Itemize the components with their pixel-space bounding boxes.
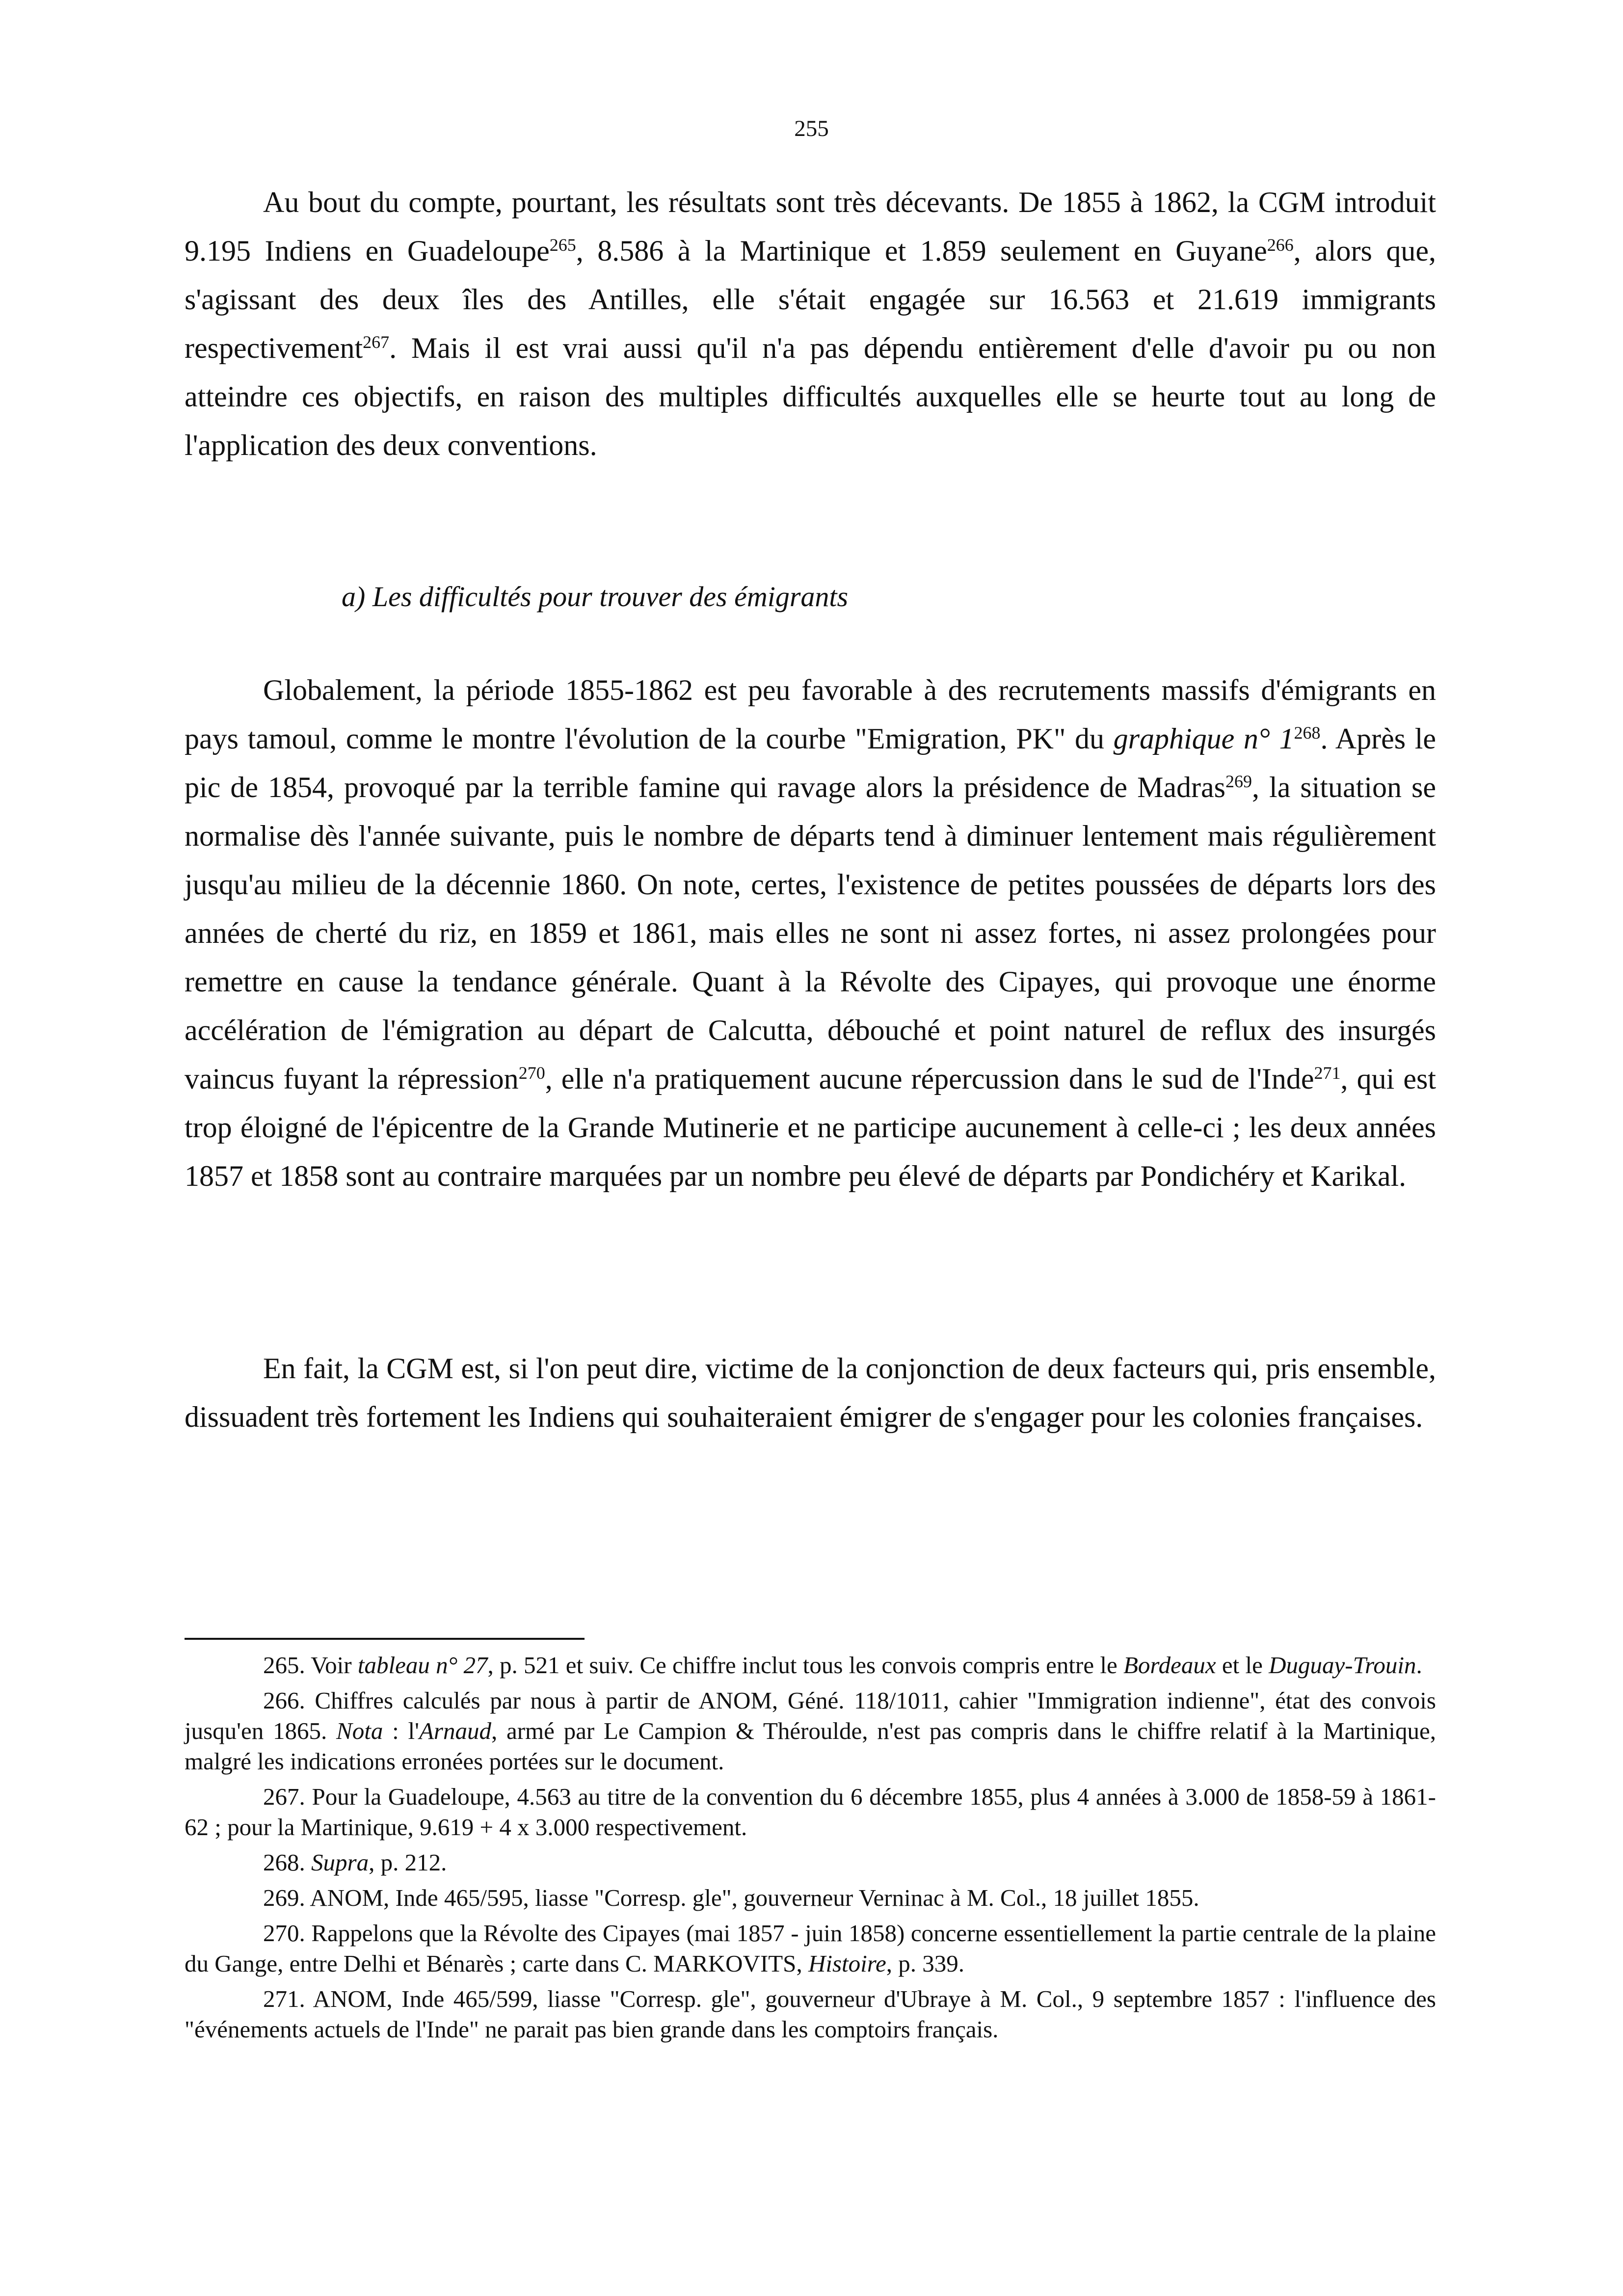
italic-ship-name: Duguay-Trouin (1269, 1652, 1416, 1679)
text-run: . (1416, 1652, 1422, 1679)
footnote-268 (185, 1847, 1436, 1878)
text-run: 270. Rappelons que la Révolte des Cipayes (mai 1857 - juin 1858) concerne essentiellement la partie centrale de la plaine du Gange, entre Delhi et Bénarès ; carte dans C. MARKOVITS, (185, 1920, 1436, 1977)
footnote-269: 269. ANOM, Inde 465/595, liasse "Corresp. gle", gouverneur Verninac à M. Col., 18 juillet 1855. (263, 1884, 1199, 1911)
text-run: Globalement, la période 1855-1862 est peu favorable à des recrutements massifs d'émigrants en pays tamoul, comme le montre l'évolution de la courbe "Emigration, PK" du (185, 674, 1436, 755)
italic-word: Nota (336, 1717, 383, 1744)
footnote-ref-267[interactable]: 267 (363, 332, 390, 352)
footnote-267: 267. Pour la Guadeloupe, 4.563 au titre de la convention du 6 décembre 1855, plus 4 années à 3.000 de 1858-59 à 1861-62 ; pour la Martinique, 9.619 + 4 x 3.000 respectivement. (185, 1783, 1436, 1841)
footnote-266 (185, 1685, 1436, 1777)
footnote-ref-271[interactable]: 271 (1314, 1063, 1341, 1083)
italic-word: Supra (311, 1849, 369, 1876)
text-run: . Mais il est vrai aussi qu'il n'a pas dépendu entièrement d'elle d'avoir pu ou non atteindre ces objectifs, en raison des multiples difficultés auxquelles elle se heurte tout au long de l'application des deux conventions. (185, 332, 1436, 461)
italic-reference: tableau n° 27 (357, 1652, 488, 1679)
footnote-ref-265[interactable]: 265 (549, 235, 576, 255)
italic-title: Histoire (808, 1950, 886, 1977)
section-heading: a) Les difficultés pour trouver des émigrants (342, 581, 849, 613)
footnote-ref-269[interactable]: 269 (1225, 772, 1252, 792)
text-run: , p. 339. (886, 1950, 964, 1977)
paragraph-1-text (185, 178, 1436, 470)
italic-ship-name: Bordeaux (1123, 1652, 1216, 1679)
page-number: 255 (794, 116, 829, 141)
text-run: et le (1216, 1652, 1269, 1679)
footnote-271: 271. ANOM, Inde 465/599, liasse "Corresp. gle", gouverneur d'Ubraye à M. Col., 9 septembre 1857 : l'influence des "événements actuels de l'Inde" ne parait pas bien grande dans les comptoirs français. (185, 1985, 1436, 2043)
text-run: Au bout du compte, pourtant, les résultats sont très décevants. De 1855 à 1862, la CGM introduit 9.195 Indiens en Guadeloupe (185, 186, 1436, 267)
paragraph-3-text: En fait, la CGM est, si l'on peut dire, victime de la conjonction de deux facteurs qui, pris ensemble, dissuadent très fortement les Indiens qui souhaiteraient émigrer de s'engager pour les colonies françaises. (185, 1352, 1436, 1433)
italic-ship-name: Arnaud (419, 1717, 491, 1744)
footnote-265 (185, 1650, 1436, 1681)
footnote-ref-266[interactable]: 266 (1267, 235, 1294, 255)
text-run: : l' (383, 1717, 419, 1744)
text-run: , la situation se normalise dès l'année suivante, puis le nombre de départs tend à diminuer lentement mais régulièrement jusqu'au milieu de la décennie 1860. On note, certes, l'existence de petites poussées de départs lors des années de cherté du riz, en 1859 et 1861, mais elles ne sont ni assez fortes, ni assez prolongées pour remettre en cause la tendance générale. Quant à la Révolte des Cipayes, qui provoque une énorme accélération de l'émigration au départ de Calcutta, débouché et point naturel de reflux des insurgés vaincus fuyant la répression (185, 771, 1436, 1095)
paragraph-3 (185, 1344, 1436, 1442)
italic-reference: graphique n° 1 (1113, 722, 1294, 755)
text-run: , p. 521 et suiv. Ce chiffre inclut tous les convois compris entre le (487, 1652, 1123, 1679)
paragraph-1 (185, 178, 1436, 470)
paragraph-2 (185, 666, 1436, 1201)
footnote-separator (185, 1638, 585, 1640)
text-run: . Après le pic de 1854, provoqué par la terrible famine qui ravage alors la présidence de Madras (185, 722, 1436, 803)
text-run: , elle n'a pratiquement aucune répercussion dans le sud de l'Inde (545, 1063, 1314, 1095)
text-run: , qui est trop éloigné de l'épicentre de la Grande Mutinerie et ne participe aucunement à celle-ci ; les deux années 1857 et 1858 sont au contraire marquées par un nombre peu élevé de départs par Pondichéry et Karikal. (185, 1063, 1436, 1192)
footnote-270 (185, 1918, 1436, 1979)
paragraph-2-text (185, 666, 1436, 1201)
text-run: 266. Chiffres calculés par nous à partir de ANOM, Géné. 118/1011, cahier "Immigration indienne", état des convois jusqu'en 1865. (185, 1687, 1436, 1744)
text-run: , alors que, s'agissant des deux îles des Antilles, elle s'était engagée sur 16.563 et 21.619 immigrants respectivement (185, 235, 1437, 364)
footnotes (185, 1650, 1436, 2050)
text-run: 268. (263, 1849, 311, 1876)
text-run: , 8.586 à la Martinique et 1.859 seulement en Guyane (576, 235, 1267, 267)
text-run: , p. 212. (369, 1849, 447, 1876)
text-run: , armé par Le Campion & Théroulde, n'est pas compris dans le chiffre relatif à la Martinique, malgré les indications erronées portées sur le document. (185, 1717, 1436, 1775)
footnote-ref-268[interactable]: 268 (1294, 723, 1321, 743)
text-run: 265. Voir (263, 1652, 358, 1679)
footnote-ref-270[interactable]: 270 (518, 1063, 545, 1083)
